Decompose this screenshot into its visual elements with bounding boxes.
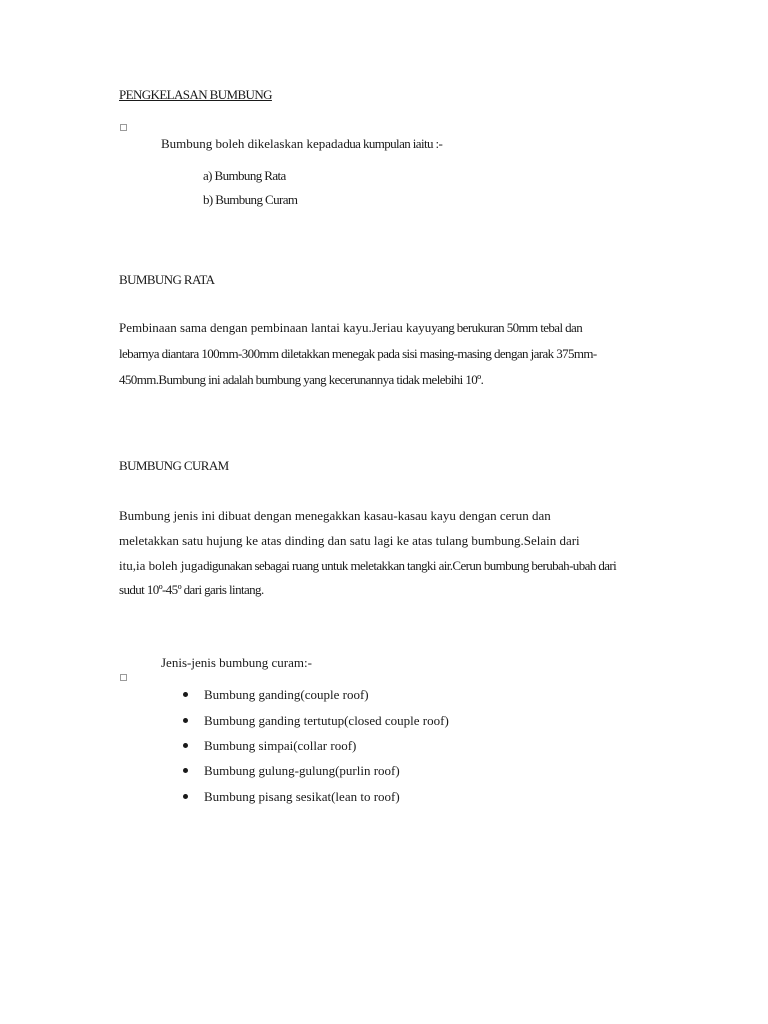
section1-intro xyxy=(161,136,442,152)
paragraph-curam-line-3-part-b: digunakan sebagai ruang untuk meletakkan tangki air.Cerun bumbung berubah-ubah dari xyxy=(203,558,617,573)
paragraph-curam-line-3 xyxy=(119,558,616,574)
list-item-label: Bumbung pisang sesikat(lean to roof) xyxy=(204,789,400,804)
heading-bumbung-rata: BUMBUNG RATA xyxy=(119,272,215,287)
missing-glyph-box-icon xyxy=(120,124,127,131)
list-item-bumbung-curam: b) Bumbung Curam xyxy=(203,192,298,207)
list-item-label: Bumbung ganding tertutup(closed couple roof) xyxy=(204,713,449,728)
bullet-icon xyxy=(183,743,188,748)
paragraph-rata-line-1-part-b: yang berukuran 50mm tebal dan xyxy=(431,320,583,335)
paragraph-rata-line-1-part-a: Pembinaan sama dengan pembinaan lantai kayu.Jeriau kayu xyxy=(119,320,432,335)
bullet-icon xyxy=(183,718,188,723)
missing-glyph-box-icon xyxy=(120,674,127,681)
section1-intro-part-a: Bumbung boleh dikelaskan kepada xyxy=(161,136,344,151)
list-item-bumbung-rata: a) Bumbung Rata xyxy=(203,168,286,183)
paragraph-curam-line-1: Bumbung jenis ini dibuat dengan menegakkan kasau-kasau kayu dengan cerun dan xyxy=(119,508,551,523)
heading-bumbung-curam: BUMBUNG CURAM xyxy=(119,458,229,473)
bullet-icon xyxy=(183,692,188,697)
paragraph-curam-line-3-part-a: itu,ia boleh juga xyxy=(119,558,204,573)
paragraph-curam-line-2: meletakkan satu hujung ke atas dinding dan satu lagi ke atas tulang bumbung.Selain dari xyxy=(119,533,580,548)
list-item-label: Bumbung simpai(collar roof) xyxy=(204,738,357,753)
paragraph-rata-line-1 xyxy=(119,320,582,336)
section1-intro-part-b: dua kumpulan iaitu :- xyxy=(343,136,443,151)
bullet-icon xyxy=(183,794,188,799)
jenis-bumbung-curam-intro: Jenis-jenis bumbung curam:- xyxy=(161,655,312,670)
paragraph-rata-line-2: lebarnya diantara 100mm-300mm diletakkan menegak pada sisi masing-masing dengan jarak 375mm- xyxy=(119,346,597,361)
paragraph-curam-line-4: sudut 10º-45º dari garis lintang. xyxy=(119,582,264,597)
list-item-label: Bumbung ganding(couple roof) xyxy=(204,687,369,702)
paragraph-rata-line-3: 450mm.Bumbung ini adalah bumbung yang kecerunannya tidak melebihi 10º. xyxy=(119,372,484,387)
bullet-icon xyxy=(183,768,188,773)
heading-pengkelasan-bumbung: PENGKELASAN BUMBUNG xyxy=(119,87,272,102)
list-item-label: Bumbung gulung-gulung(purlin roof) xyxy=(204,763,400,778)
